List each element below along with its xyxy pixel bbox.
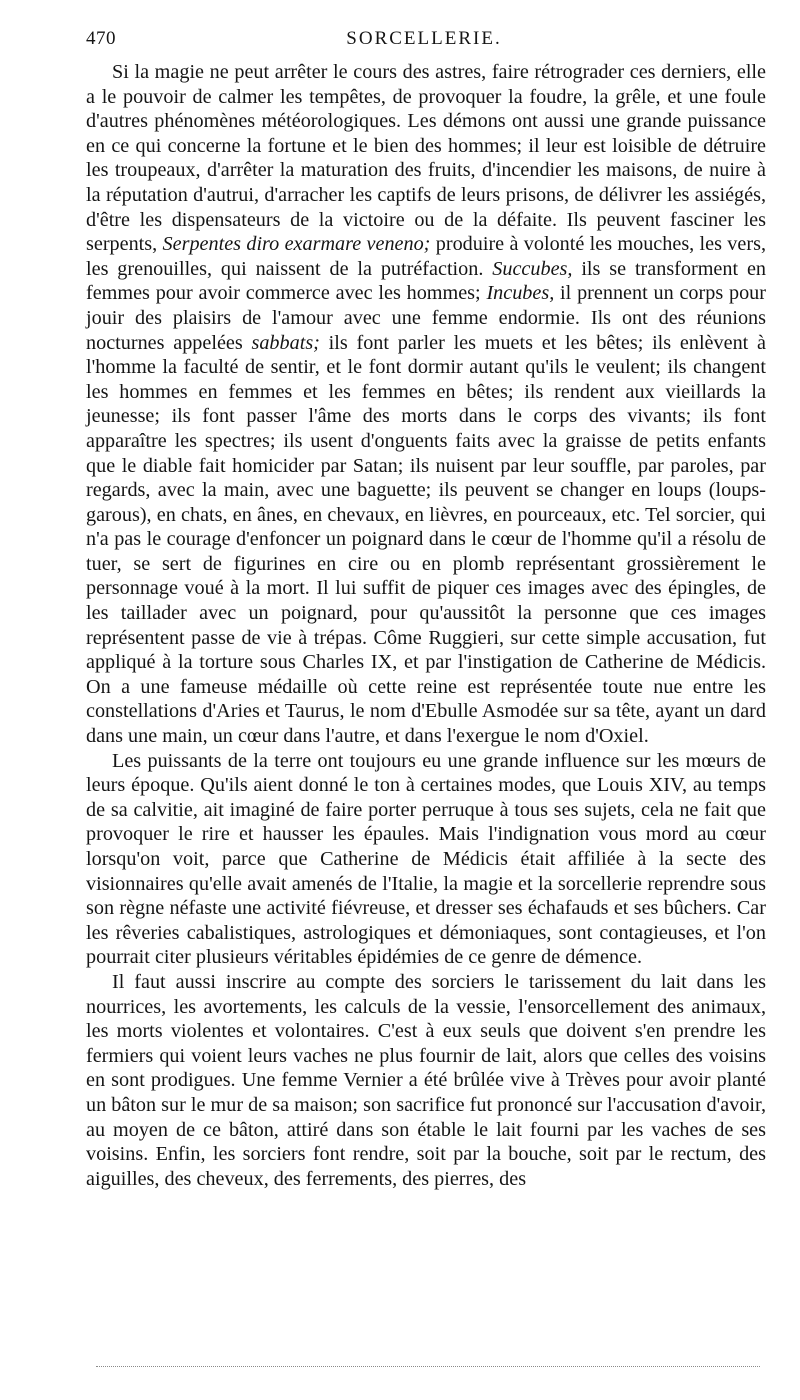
running-title: SORCELLERIE. xyxy=(346,28,502,49)
bottom-rule xyxy=(96,1366,760,1367)
paragraph-powerful-influence xyxy=(86,749,766,970)
text-run: il prennent un corps pour jouir des plaisirs de l'amour avec une femme endormie. Ils ont des réunions nocturnes appelées xyxy=(86,282,766,354)
paragraph-sorcerers-account xyxy=(86,970,766,1191)
italic-phrase: Succubes, xyxy=(492,257,573,280)
text-run: Il faut aussi inscrire au compte des sorciers le tarissement du lait dans les nourrices, les avortements, les calculs de la vessie, l'ensorcellement des animaux, les morts violentes et volontaires. C'est à eux seuls que doivent s'en prendre les fermiers qui voient leurs vaches ne plus fournir de lait, alors que celles des voisins en sont prodigues. Une femme Vernier a été brûlée vive à Trèves pour avoir planté un bâton sur le mur de sa maison; son sacrifice fut prononcé sur l'accusation d'avoir, au moyen de ce bâton, attiré dans son étable le lait fourni par les vaches de ses voisins. Enfin, les sorciers font rendre, soit par la bouche, soit par le rectum, des aiguilles, des cheveux, des ferrements, des pierres, des xyxy=(86,970,766,1190)
italic-phrase: Serpentes diro exarmare veneno; xyxy=(162,233,431,256)
page-header xyxy=(86,28,762,50)
body-text xyxy=(86,60,766,1191)
text-run: ils se transforment en femmes pour avoir commerce avec les hommes; xyxy=(86,257,767,305)
text-run: Les puissants de la terre ont toujours eu une grande influence sur les mœurs de leurs époque. Qu'ils aient donné le ton à certaines modes, que Louis XIV, au temps de sa calvitie, ait imaginé de faire porter perruque à tous ses sujets, cela ne fait que provoquer le rire et hausser les épaules. Mais l'indignation vous mord au cœur lorsqu'on voit, parce que Catherine de Médicis était affiliée à la secte des visionnaires qu'elle avait amenés de l'Italie, la magie et la sorcellerie reprendre sous son règne néfaste une activité fiévreuse, et dresser ses échafauds et ses bûchers. Car les rêveries cabalistiques, astrologiques et démoniaques, sont contagieuses, et l'on pourrait citer plusieurs véritables épidémies de ce genre de démence. xyxy=(86,749,766,969)
paragraph-magic-powers xyxy=(86,60,766,749)
italic-phrase: Incubes, xyxy=(486,282,555,305)
text-run: ils font parler les muets et les bêtes; ils enlèvent à l'homme la faculté de sentir, et le font dormir autant qu'ils le veulent; ils changent les hommes en femmes et les femmes en bêtes; ils rendent aux vieillards la jeunesse; ils font passer l'âme des morts dans le corps des vivants; ils font apparaître les spectres; ils usent d'onguents faits avec la graisse de petits enfants que le diable fait homicider par Satan; ils nuisent par leur souffle, par paroles, par regards, avec la main, avec une baguette; ils peuvent se changer en loups (loups-garous), en chats, en ânes, en chevaux, en lièvres, en pourceaux, etc. Tel sorcier, qui n'a pas le courage d'enfoncer un poignard dans le cœur de l'homme qu'il a résolu de tuer, se sert de figurines en cire ou en plomb représentant grossièrement le personnage voué à la mort. Il lui suffit de piquer ces images avec des épingles, de les taillader avec un poignard, pour qu'aussitôt la personne que ces images représentent passe de vie à trépas. Côme Ruggieri, sur cette simple accusation, fut appliqué à la torture sous Charles IX, et par l'instigation de Catherine de Médicis. On a une fameuse médaille où cette reine est représentée toute nue entre les constellations d'Aries et Taurus, le nom d'Ebulle Asmodée sur sa tête, ayant un dard dans une main, un cœur dans l'autre, et dans l'exergue le nom d'Oxiel. xyxy=(86,331,766,748)
text-run: Si la magie ne peut arrêter le cours des astres, faire rétrograder ces derniers, elle a le pouvoir de calmer les tempêtes, de provoquer la foudre, la grêle, et une foule d'autres phénomènes météorologiques. Les démons ont aussi une grande puissance en ce qui concerne la fortune et le bien des hommes; il leur est loisible de détruire les troupeaux, d'arrêter la maturation des fruits, d'incendier les maisons, de nuire à la réputation d'autrui, d'arracher les captifs de leurs prisons, de délivrer les assiégés, d'être les dispensateurs de la victoire ou de la défaite. Ils peuvent fasciner les serpents, xyxy=(86,61,766,256)
italic-phrase: sabbats; xyxy=(251,331,320,354)
text-run: produire à volonté les mouches, les vers, les grenouilles, qui naissent de la putréfaction. xyxy=(86,233,766,280)
page-number: 470 xyxy=(86,28,116,49)
